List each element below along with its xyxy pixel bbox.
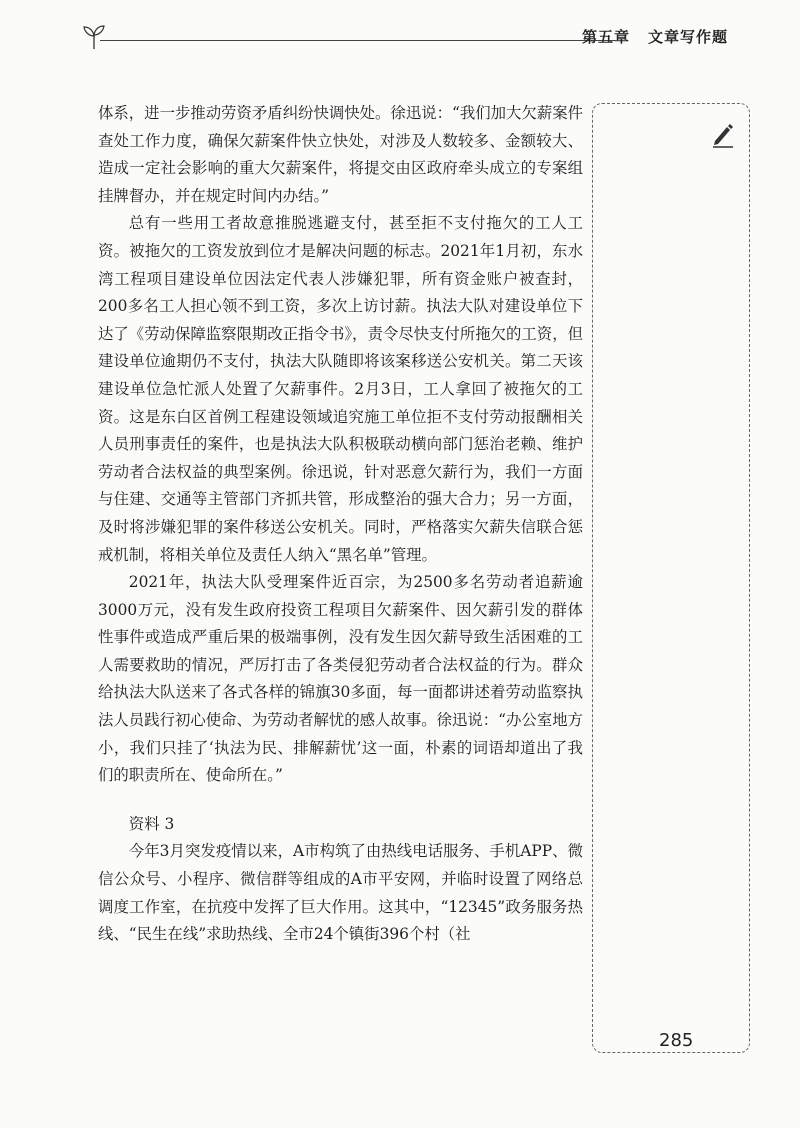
paragraph-2: 总有一些用工者故意推脱逃避支付，甚至拒不支付拖欠的工人工资。被拖欠的工资发放到位才是解决问题的标志。2021年1月初，东水湾工程项目建设单位因法定代表人涉嫌犯罪，所有资金账户被查封，200多名工人担心领不到工资，多次上访讨薪。执法大队对建设单位下达了《劳动保障监察限期改正指令书》，责令尽快支付所拖欠的工资，但建设单位逾期仍不支付，执法大队随即将该案移送公安机关。第二天该建设单位急忙派人处置了欠薪事件。2月3日，工人拿回了被拖欠的工资。这是东白区首例工程建设领域追究施工单位拒不支付劳动报酬相关人员刑事责任的案件，也是执法大队积极联动横向部门惩治老赖、维护劳动者合法权益的典型案例。徐迅说，针对恶意欠薪行为，我们一方面与住建、交通等主管部门齐抓共管，形成整治的强大合力；另一方面，及时将涉嫌犯罪的案件移送公安机关。同时，严格落实欠薪失信联合惩戒机制，将相关单位及责任人纳入“黑名单”管理。	[98, 214, 583, 564]
notes-margin-box	[592, 103, 750, 1053]
chapter-number: 第五章	[581, 28, 630, 46]
header-rule	[100, 40, 615, 41]
pen-icon	[711, 122, 735, 148]
paragraph-1: 体系，进一步推动劳资矛盾纠纷快调快处。徐迅说：“我们加大欠薪案件查处工作力度，确保欠薪案件快立快处，对涉及人数较多、金额较大、造成一定社会影响的重大欠薪案件，将提交由区政府牵头成立的专案组挂牌督办，并在规定时间内办结。”	[98, 104, 583, 205]
sprout-icon	[82, 24, 106, 50]
page-body	[98, 100, 583, 949]
paragraph-4: 今年3月突发疫情以来，A市构筑了由热线电话服务、手机APP、微信公众号、小程序、微信群等组成的A市平安网，并临时设置了网络总调度工作室，在抗疫中发挥了巨大作用。这其中，“12345”政务服务热线、“民生在线”求助热线、全市24个镇街396个村（社	[98, 842, 583, 944]
chapter-title: 文章写作题	[647, 28, 728, 46]
paragraph-3: 2021年，执法大队受理案件近百宗，为2500多名劳动者追薪逾3000万元，没有发生政府投资工程项目欠薪案件、因欠薪引发的群体性事件或造成严重后果的极端事例，没有发生因欠薪导致生活困难的工人需要救助的情况，严厉打击了各类侵犯劳动者合法权益的行为。群众给执法大队送来了各式各样的锦旗30多面，每一面都讲述着劳动监察执法人员践行初心使命、为劳动者解忧的感人故事。徐迅说：“办公室地方小，我们只挂了‘执法为民、排解薪忧’这一面，朴素的词语却道出了我们的职责所在、使命所在。”	[98, 573, 583, 785]
section-label: 资料 3	[128, 814, 175, 833]
page-header	[82, 24, 728, 54]
page-number: 285	[659, 1030, 694, 1051]
chapter-heading	[582, 26, 728, 47]
